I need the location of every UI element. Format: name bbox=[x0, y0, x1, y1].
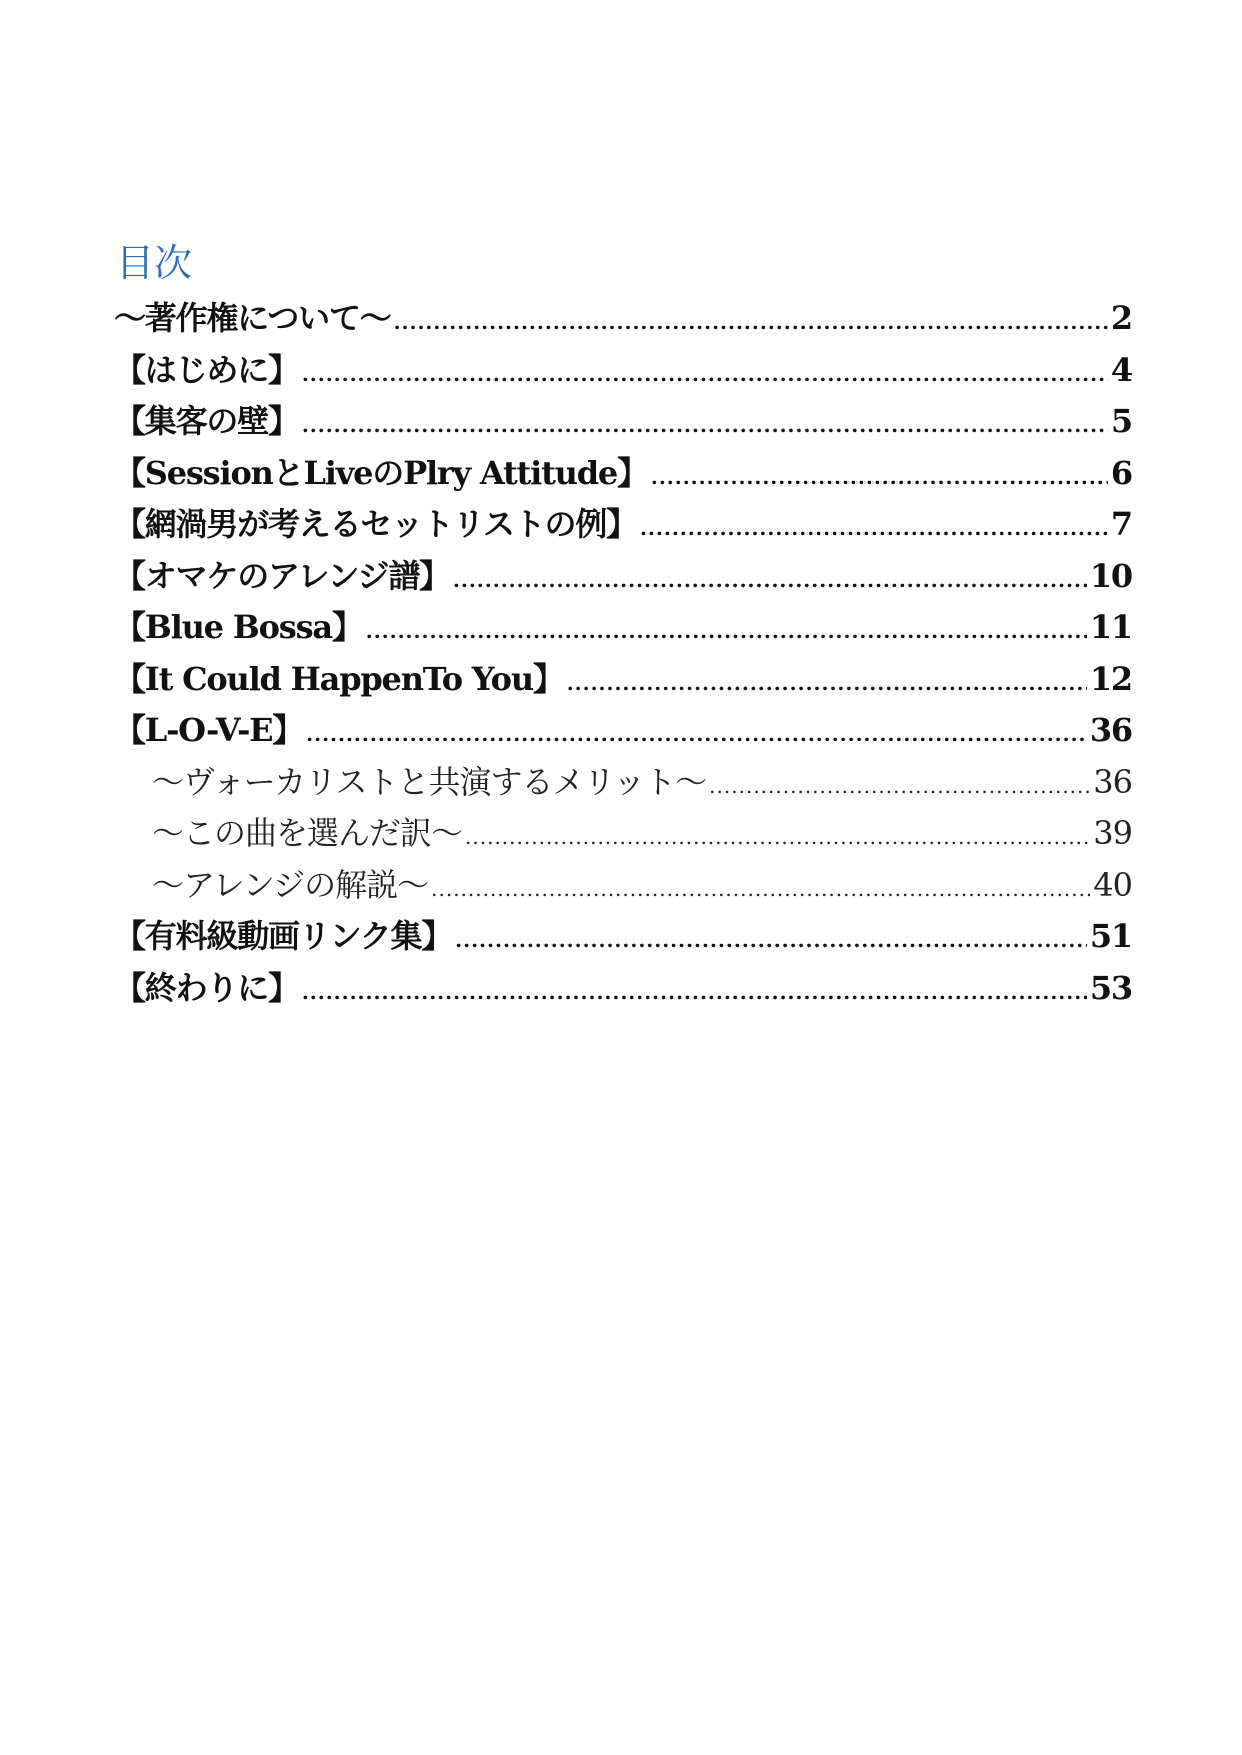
toc-entry-page: 39 bbox=[1093, 814, 1132, 852]
toc-entry-page: 40 bbox=[1093, 865, 1132, 904]
dot-leader bbox=[453, 568, 1087, 592]
toc-entry-copyright[interactable] bbox=[114, 293, 1132, 345]
toc-entry-page: 53 bbox=[1089, 968, 1132, 1007]
dot-leader bbox=[640, 516, 1108, 540]
toc-entry-label: 【はじめに】 bbox=[114, 350, 299, 389]
toc-entry-it-could-happen[interactable] bbox=[114, 654, 1132, 706]
toc-entry-label: ～ヴォーカリストと共演するメリット～ bbox=[152, 762, 707, 801]
toc-entry-label: ～著作権について～ bbox=[114, 299, 391, 337]
dot-leader bbox=[709, 774, 1090, 798]
dot-leader bbox=[651, 465, 1108, 489]
toc-entry-page: 12 bbox=[1089, 659, 1132, 698]
toc-entry-setlist-example[interactable] bbox=[114, 499, 1132, 551]
toc-entry-label: 【SessionとLiveのPlry Attitude】 bbox=[114, 453, 648, 492]
dot-leader bbox=[567, 671, 1087, 695]
dot-leader bbox=[465, 825, 1090, 849]
toc-entry-closing[interactable] bbox=[114, 963, 1132, 1015]
toc-entry-page: 7 bbox=[1110, 505, 1132, 543]
toc-entry-introduction[interactable] bbox=[114, 345, 1132, 397]
toc-entry-label: 【有料級動画リンク集】 bbox=[114, 917, 453, 955]
toc-entry-label: 【Blue Bossa】 bbox=[114, 608, 363, 646]
dot-leader bbox=[302, 980, 1087, 1004]
toc-entry-page: 11 bbox=[1089, 608, 1132, 646]
toc-entry-bonus-arrangement[interactable] bbox=[114, 551, 1132, 603]
toc-entry-audience-wall[interactable] bbox=[114, 396, 1132, 448]
dot-leader bbox=[302, 362, 1108, 386]
toc-entry-page: 51 bbox=[1089, 917, 1132, 955]
dot-leader bbox=[306, 722, 1087, 746]
toc-entry-page: 2 bbox=[1110, 299, 1132, 337]
toc-title: 目次 bbox=[116, 241, 193, 285]
toc-entry-blue-bossa[interactable] bbox=[114, 602, 1132, 654]
toc-entry-page: 4 bbox=[1110, 350, 1132, 389]
toc-entry-page: 5 bbox=[1110, 402, 1132, 440]
dot-leader bbox=[366, 619, 1087, 643]
toc-entry-page: 36 bbox=[1089, 711, 1132, 749]
toc-entry-session-live[interactable] bbox=[114, 448, 1132, 500]
toc-entry-label: ～アレンジの解説～ bbox=[152, 865, 429, 904]
toc-entry-page: 36 bbox=[1093, 762, 1132, 801]
toc-list bbox=[114, 293, 1132, 1014]
toc-entry-page: 10 bbox=[1089, 556, 1132, 595]
toc-entry-label: 【集客の壁】 bbox=[114, 402, 299, 440]
dot-leader bbox=[455, 928, 1087, 952]
toc-entry-page: 6 bbox=[1110, 453, 1132, 492]
toc-entry-label: 【L-O-V-E】 bbox=[114, 711, 304, 749]
toc-entry-label: ～この曲を選んだ訳～ bbox=[152, 814, 463, 852]
toc-subentry-vocalist-merit[interactable] bbox=[114, 757, 1132, 809]
toc-entry-video-links[interactable] bbox=[114, 911, 1132, 963]
toc-entry-love[interactable] bbox=[114, 705, 1132, 757]
toc-subentry-arrangement-notes[interactable] bbox=[114, 860, 1132, 912]
toc-entry-label: 【It Could HappenTo You】 bbox=[114, 659, 564, 698]
dot-leader bbox=[431, 877, 1090, 901]
dot-leader bbox=[394, 310, 1108, 334]
toc-subentry-song-choice[interactable] bbox=[114, 808, 1132, 860]
dot-leader bbox=[302, 413, 1108, 437]
toc-entry-label: 【オマケのアレンジ譜】 bbox=[114, 556, 450, 595]
toc-entry-label: 【網渦男が考えるセットリストの例】 bbox=[114, 505, 637, 543]
toc-entry-label: 【終わりに】 bbox=[114, 968, 299, 1007]
